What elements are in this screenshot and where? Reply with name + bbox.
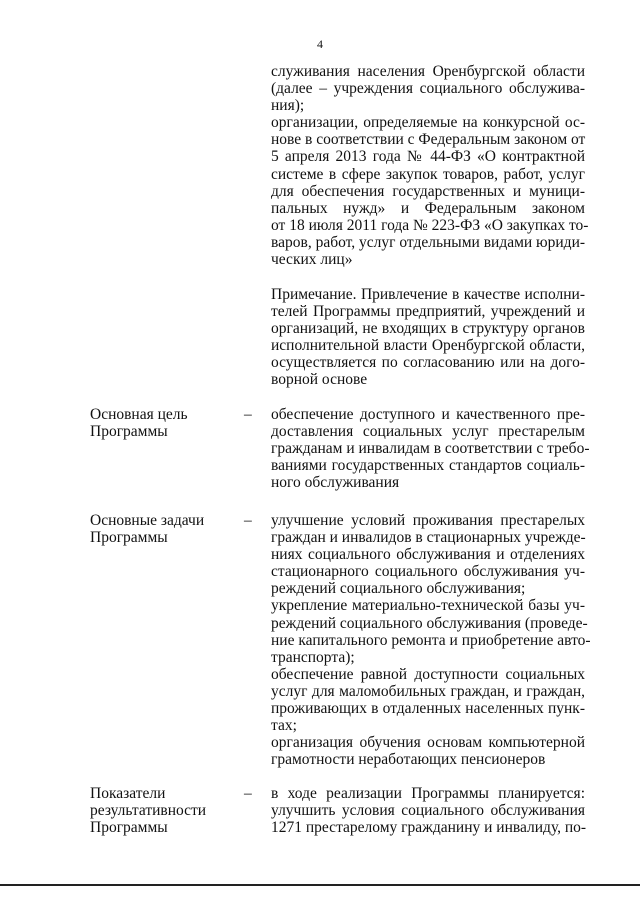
text-line: ния); — [271, 97, 305, 115]
text-line: реждений социального обслуживания (проведе- — [271, 614, 588, 632]
section-content-indicators — [271, 785, 585, 836]
text-line: для обеспечения государственных и муници- — [271, 182, 585, 200]
text-line: 1271 престарелому гражданину и инвалиду, по- — [271, 819, 587, 837]
text-line: осуществляется по согласованию или на дого- — [271, 354, 585, 372]
section-dash: – — [244, 406, 252, 423]
text-line: гражданам и инвалидам в соответствии с требо- — [271, 440, 590, 458]
text-line: ниях социального обслуживания и отделениях — [271, 546, 585, 564]
text-line: Примечание. Привлечение в качестве исполни- — [271, 286, 585, 303]
text-line: системе в сфере закупок товаров, работ, услуг — [271, 165, 585, 183]
text-line: исполнительной власти Оренбургской области, — [271, 337, 585, 355]
label-line: результативности — [90, 802, 207, 820]
text-line: служивания населения Оренбургской области — [271, 63, 585, 80]
text-line: организаций, не входящих в структуру органов — [271, 320, 585, 338]
section-content-main-goal — [271, 406, 590, 492]
section-dash: – — [244, 512, 252, 529]
label-line: Программы — [90, 423, 168, 441]
text-line: в ходе реализации Программы планируется: — [271, 785, 585, 802]
text-line: стационарного социального обслуживания уч- — [271, 563, 585, 581]
text-line: организация обучения основам компьютерной — [271, 734, 585, 752]
continuation-lines — [271, 63, 589, 269]
text-line: (далее – учреждения социального обслужива- — [271, 80, 585, 98]
executors-continuation — [271, 63, 589, 269]
text-line: проживающих в отдаленных населенных пунк- — [271, 700, 585, 718]
text-line: доставления социальных услуг престарелым — [271, 423, 585, 441]
text-line: улучшение условий проживания престарелых — [271, 512, 585, 529]
section-label-main-goal — [90, 406, 188, 440]
label-line: Показатели — [90, 785, 166, 802]
text-line: тах; — [271, 717, 297, 735]
text-line: ваниями государственных стандартов социаль- — [271, 457, 585, 475]
text-line: транспорта); — [271, 648, 355, 666]
text-line: ного обслуживания — [271, 474, 400, 492]
text-line: грамотности неработающих пенсионеров — [271, 751, 546, 769]
text-line: пальных нужд» и Федеральным законом — [271, 199, 585, 217]
text-line: услуг для маломобильных граждан, и граждан, — [271, 682, 585, 700]
text-line: граждан и инвалидов в стационарных учрежде- — [271, 529, 586, 547]
text-line: обеспечение равной доступности социальных — [271, 665, 585, 683]
text-line: обеспечение доступного и качественного пре- — [271, 406, 585, 423]
label-line: Программы — [90, 819, 168, 837]
section-dash: – — [244, 785, 252, 802]
scan-bottom-edge — [0, 884, 640, 886]
text-line: ние капитального ремонта и приобретение авто- — [271, 631, 591, 649]
section-label-main-tasks — [90, 512, 204, 546]
label-line: Программы — [90, 529, 168, 547]
text-line: телей Программы предприятий, учреждений и — [271, 303, 585, 321]
section-label-indicators — [90, 785, 206, 836]
text-line: улучшить условия социального обслуживания — [271, 802, 585, 820]
note-lines — [271, 286, 585, 389]
text-line: варов, работ, услуг отдельными видами юриди- — [271, 233, 586, 251]
text-line: укрепление материально-технической базы уч- — [271, 597, 585, 615]
label-line: Основная цель — [90, 406, 188, 423]
text-line: от 18 июля 2011 года № 223-ФЗ «О закупках то- — [271, 216, 589, 234]
page-number: 4 — [317, 37, 323, 51]
text-line: ворной основе — [271, 371, 368, 389]
text-line: реждений социального обслуживания; — [271, 580, 526, 598]
section-content-main-tasks — [271, 512, 591, 769]
label-line: Основные задачи — [90, 512, 205, 529]
text-line: 5 апреля 2013 года № 44-ФЗ «О контрактной — [271, 148, 585, 166]
note-paragraph — [271, 286, 585, 389]
text-line: организации, определяемые на конкурсной ос- — [271, 114, 585, 132]
text-line: нове в соответствии с Федеральным законом от — [271, 131, 586, 149]
text-line: ческих лиц» — [271, 251, 353, 269]
